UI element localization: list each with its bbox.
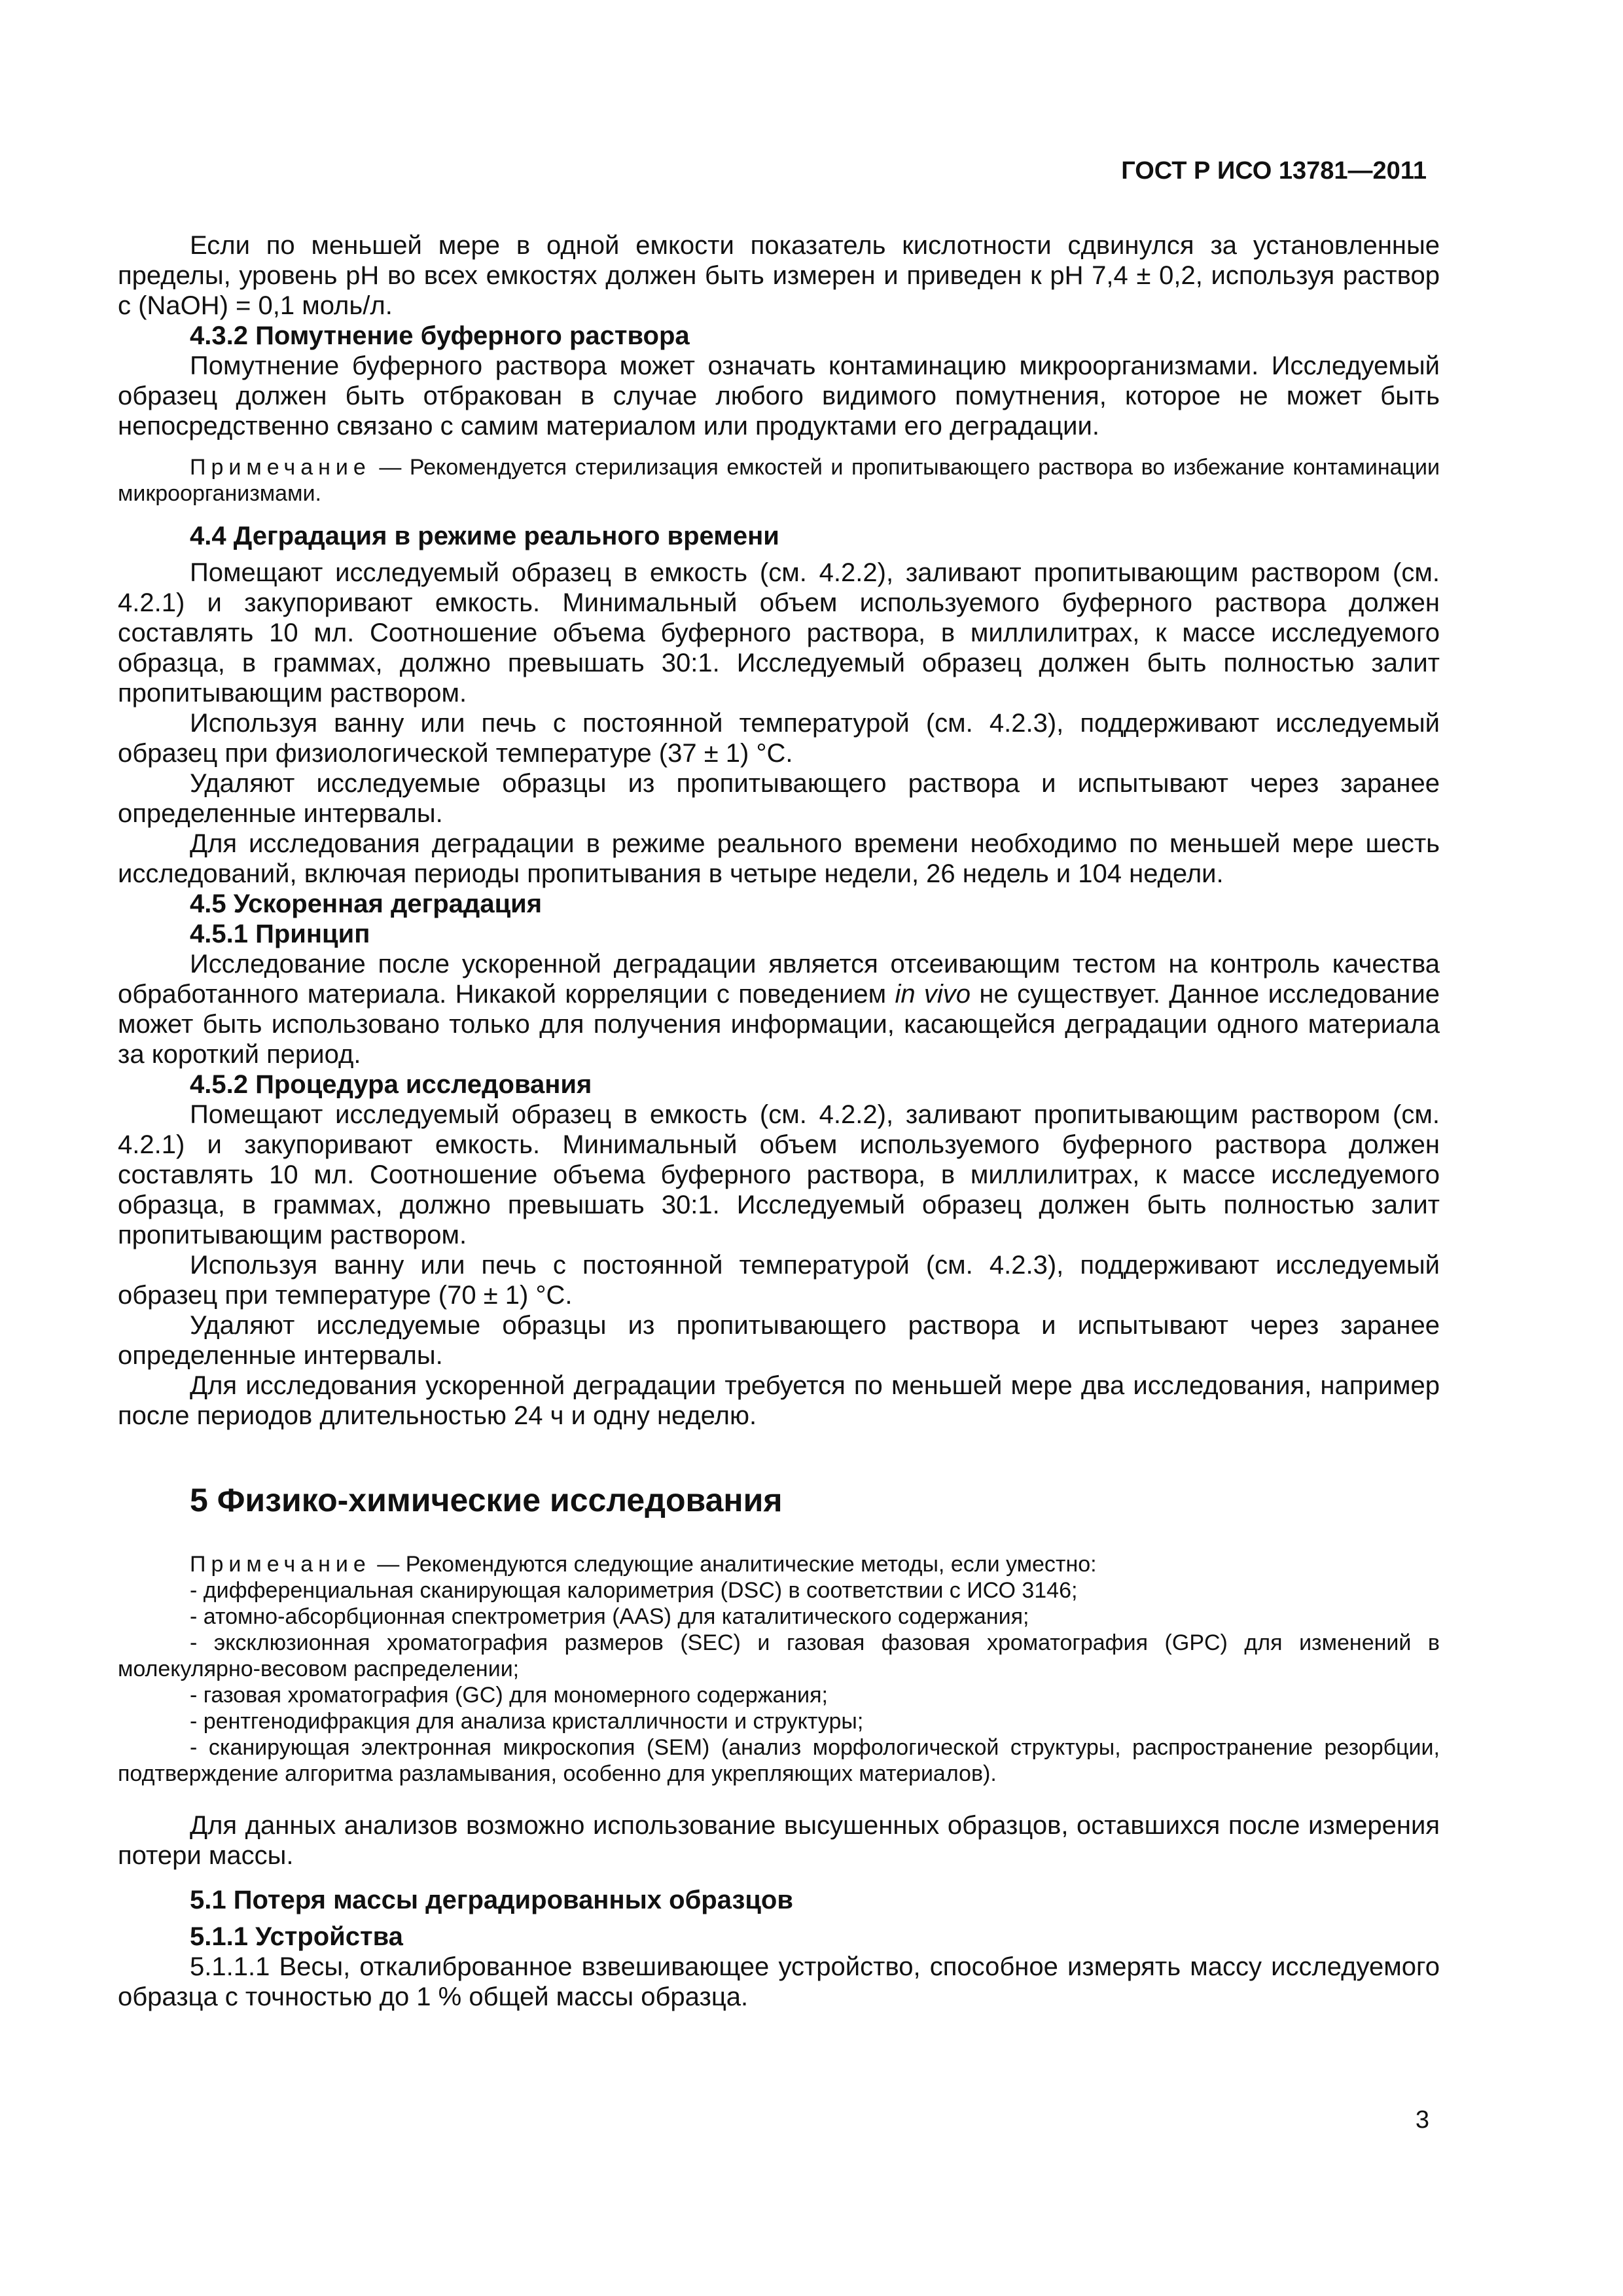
list-item: - рентгенодифракция для анализа кристалличности и структуры; <box>190 1709 864 1734</box>
paragraph: Используя ванну или печь с постоянной температурой (см. 4.2.3), поддерживают исследуемый образец при температуре (70 ± 1) °С. <box>118 1251 1440 1310</box>
paragraph: Помещают исследуемый образец в емкость (см. 4.2.2), заливают пропитывающим раствором (см. 4.2.1) и закупоривают емкость. Минимальный объем используемого буферного раствора должен составлять 10 мл. Соотношение объема буферного раствора, в миллилитрах, к массе исследуемого образца, в граммах, должно превышать 30:1. Исследуемый образец должен быть полностью залит пропитывающим раствором. <box>118 1100 1440 1249</box>
paragraph: Для исследования ускоренной деградации требуется по меньшей мере два исследования, например после периодов длительностью 24 ч и одну неделю. <box>118 1371 1440 1430</box>
italic-term: in vivo <box>895 980 971 1009</box>
list-item: - дифференциальная сканирующая калориметрия (DSC) в соответствии с ИСО 3146; <box>190 1578 1078 1603</box>
paragraph: Помутнение буферного раствора может означать контаминацию микроорганизмами. Исследуемый образец должен быть отбракован в случае любого видимого помутнения, которое не может быть непосредственно связано с самим материалом или продуктами его деградации. <box>118 351 1440 440</box>
paragraph: Помещают исследуемый образец в емкость (см. 4.2.2), заливают пропитывающим раствором (см. 4.2.1) и закупоривают емкость. Минимальный объем используемого буферного раствора должен составлять 10 мл. Соотношение объема буферного раствора, в миллилитрах, к массе исследуемого образца, в граммах, должно превышать 30:1. Исследуемый образец должен быть полностью залит пропитывающим раствором. <box>118 558 1440 708</box>
note-label: Примечание <box>190 1552 371 1577</box>
note-label: Примечание <box>190 455 371 480</box>
document-body <box>118 230 1440 2012</box>
note <box>118 454 1440 507</box>
section-heading-4-5-2: 4.5.2 Процедура исследования <box>190 1070 592 1099</box>
paragraph: 5.1.1.1 Весы, откалиброванное взвешивающее устройство, способное измерять массу исследуемого образца с точностью до 1 % общей массы образца. <box>118 1952 1440 2011</box>
paragraph: Если по меньшей мере в одной емкости показатель кислотности сдвинулся за установленные пределы, уровень рН во всех емкостях должен быть измерен и приведен к рН 7,4 ± 0,2, используя раствор c (NaOH) = 0,1 моль/л. <box>118 231 1440 320</box>
paragraph: Удаляют исследуемые образцы из пропитывающего раствора и испытывают через заранее определенные интервалы. <box>118 1311 1440 1370</box>
section-heading-5-1: 5.1 Потеря массы деградированных образцов <box>190 1886 793 1914</box>
section-heading-5-1-1: 5.1.1 Устройства <box>190 1922 403 1951</box>
section-heading-4-3-2: 4.3.2 Помутнение буферного раствора <box>190 321 690 350</box>
page-number: 3 <box>1415 2106 1429 2134</box>
note-text: — Рекомендуются следующие аналитические методы, если уместно: <box>370 1552 1097 1577</box>
paragraph: Для исследования деградации в режиме реального времени необходимо по меньшей мере шесть исследований, включая периоды пропитывания в четыре недели, 26 недель и 104 недели. <box>118 829 1440 888</box>
list-item: - атомно-абсорбционная спектрометрия (AAS) для каталитического содержания; <box>190 1604 1029 1629</box>
list-item: - газовая хроматография (GC) для мономерного содержания; <box>190 1683 828 1708</box>
paragraph: Для данных анализов возможно использование высушенных образцов, оставшихся после измерения потери массы. <box>118 1811 1440 1870</box>
document-header: ГОСТ Р ИСО 13781—2011 <box>1121 157 1427 185</box>
paragraph: Удаляют исследуемые образцы из пропитывающего раствора и испытывают через заранее определенные интервалы. <box>118 769 1440 828</box>
note <box>118 1551 1440 1577</box>
paragraph-text: Исследование после ускоренной деградации является отсеивающим тестом на контроль качества обработанного материала. Никакой корреляции с поведением <box>118 950 1440 1009</box>
method-list <box>118 1577 1440 1787</box>
paragraph <box>118 949 1440 1069</box>
section-heading-4-5-1: 4.5.1 Принцип <box>190 920 370 948</box>
list-item: - сканирующая электронная микроскопия (SEM) (анализ морфологической структуры, распространение резорбции, подтверждение алгоритма разламывания, особенно для укрепляющих материалов). <box>118 1735 1440 1786</box>
section-heading-5: 5 Физико-химические исследования <box>190 1482 783 1518</box>
note-text: — Рекомендуется стерилизация емкостей и пропитывающего раствора во избежание контаминации микроорганизмами. <box>118 455 1440 506</box>
paragraph: Используя ванну или печь с постоянной температурой (см. 4.2.3), поддерживают исследуемый образец при физиологической температуре (37 ± 1) °С. <box>118 709 1440 768</box>
list-item: - эксклюзионная хроматография размеров (SEC) и газовая фазовая хроматография (GPC) для изменений в молекулярно-весовом распределении; <box>118 1630 1440 1681</box>
paragraph-text: не существует. Данное исследование может быть использовано только для получения информации, касающейся деградации одного материала за короткий период. <box>118 980 1440 1069</box>
section-heading-4-5: 4.5 Ускоренная деградация <box>190 889 543 918</box>
section-heading-4-4: 4.4 Деградация в режиме реального времени <box>190 522 779 550</box>
